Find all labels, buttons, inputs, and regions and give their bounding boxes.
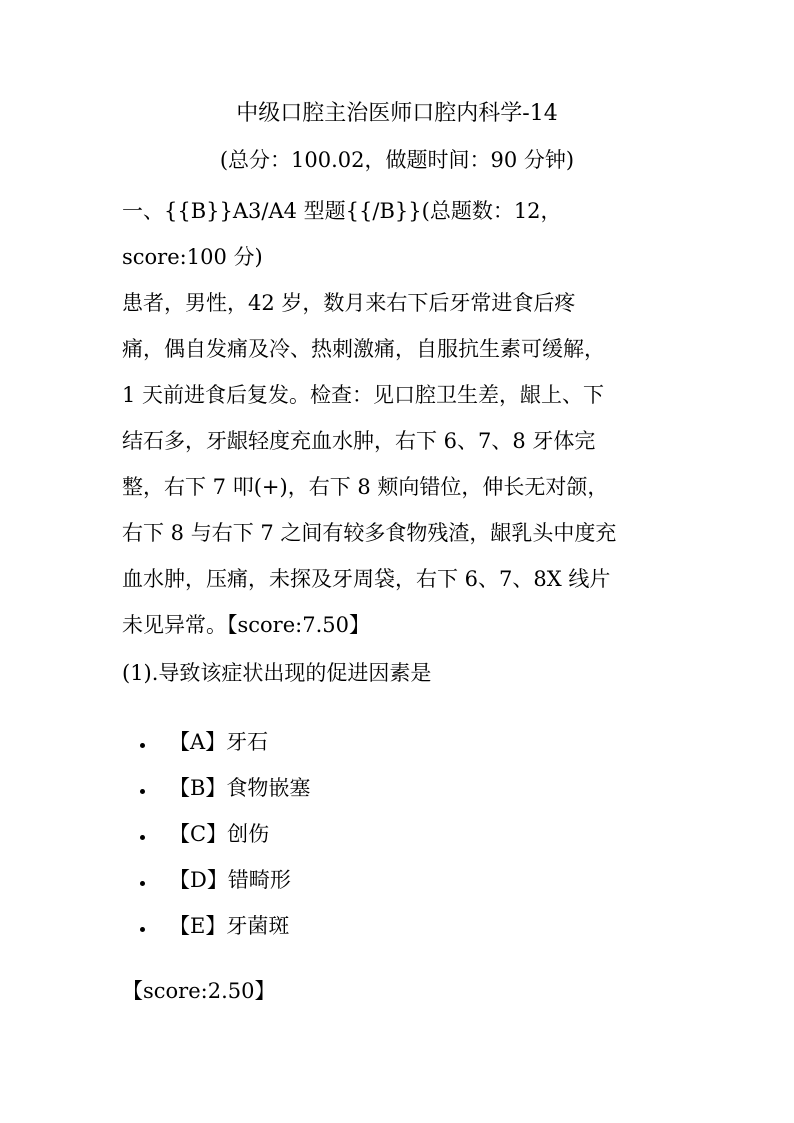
case-stem-line: 未见异常。【score:7.50】 [122, 613, 370, 637]
section-header-line: 一、{{B}}A3/A4 型题{{/B}}(总题数：12， [122, 199, 562, 223]
bullet-icon [140, 927, 145, 932]
case-stem-line: 血水肿，压痛，未探及牙周袋，右下 6、7、8X 线片 [122, 567, 611, 591]
case-stem-line: 痛，偶自发痛及冷、热刺激痛，自服抗生素可缓解， [122, 337, 605, 361]
page-title: 中级口腔主治医师口腔内科学-14 [236, 101, 558, 126]
answer-options [140, 718, 310, 948]
case-stem-line: 右下 8 与右下 7 之间有较多食物残渣，龈乳头中度充 [122, 521, 617, 545]
bullet-icon [140, 789, 145, 794]
section-header [122, 188, 682, 280]
case-stem-line: 1 天前进食后复发。检查：见口腔卫生差，龈上、下 [122, 383, 605, 407]
case-stem [122, 280, 682, 648]
option-label: 【D】错畸形 [169, 868, 291, 892]
question-text: (1).导致该症状出现的促进因素是 [122, 661, 432, 685]
option-a[interactable] [140, 718, 310, 764]
option-label: 【E】牙菌斑 [169, 914, 290, 938]
option-b[interactable] [140, 764, 310, 810]
case-stem-line: 结石多，牙龈轻度充血水肿，右下 6、7、8 牙体完 [122, 429, 596, 453]
option-e[interactable] [140, 902, 310, 948]
bullet-icon [140, 881, 145, 886]
section-header-line: score:100 分) [122, 245, 263, 269]
bullet-icon [140, 743, 145, 748]
option-label: 【B】食物嵌塞 [169, 776, 311, 800]
option-c[interactable] [140, 810, 310, 856]
exam-info: (总分：100.02，做题时间：90 分钟) [219, 148, 575, 172]
case-stem-line: 整，右下 7 叩(+)，右下 8 颊向错位，伸长无对颌， [122, 475, 609, 499]
case-stem-line: 患者，男性，42 岁，数月来右下后牙常进食后疼 [122, 291, 576, 315]
bullet-icon [140, 835, 145, 840]
option-d[interactable] [140, 856, 310, 902]
option-label: 【C】创伤 [169, 822, 270, 846]
option-label: 【A】牙石 [169, 730, 269, 754]
question-score: 【score:2.50】 [122, 979, 276, 1003]
